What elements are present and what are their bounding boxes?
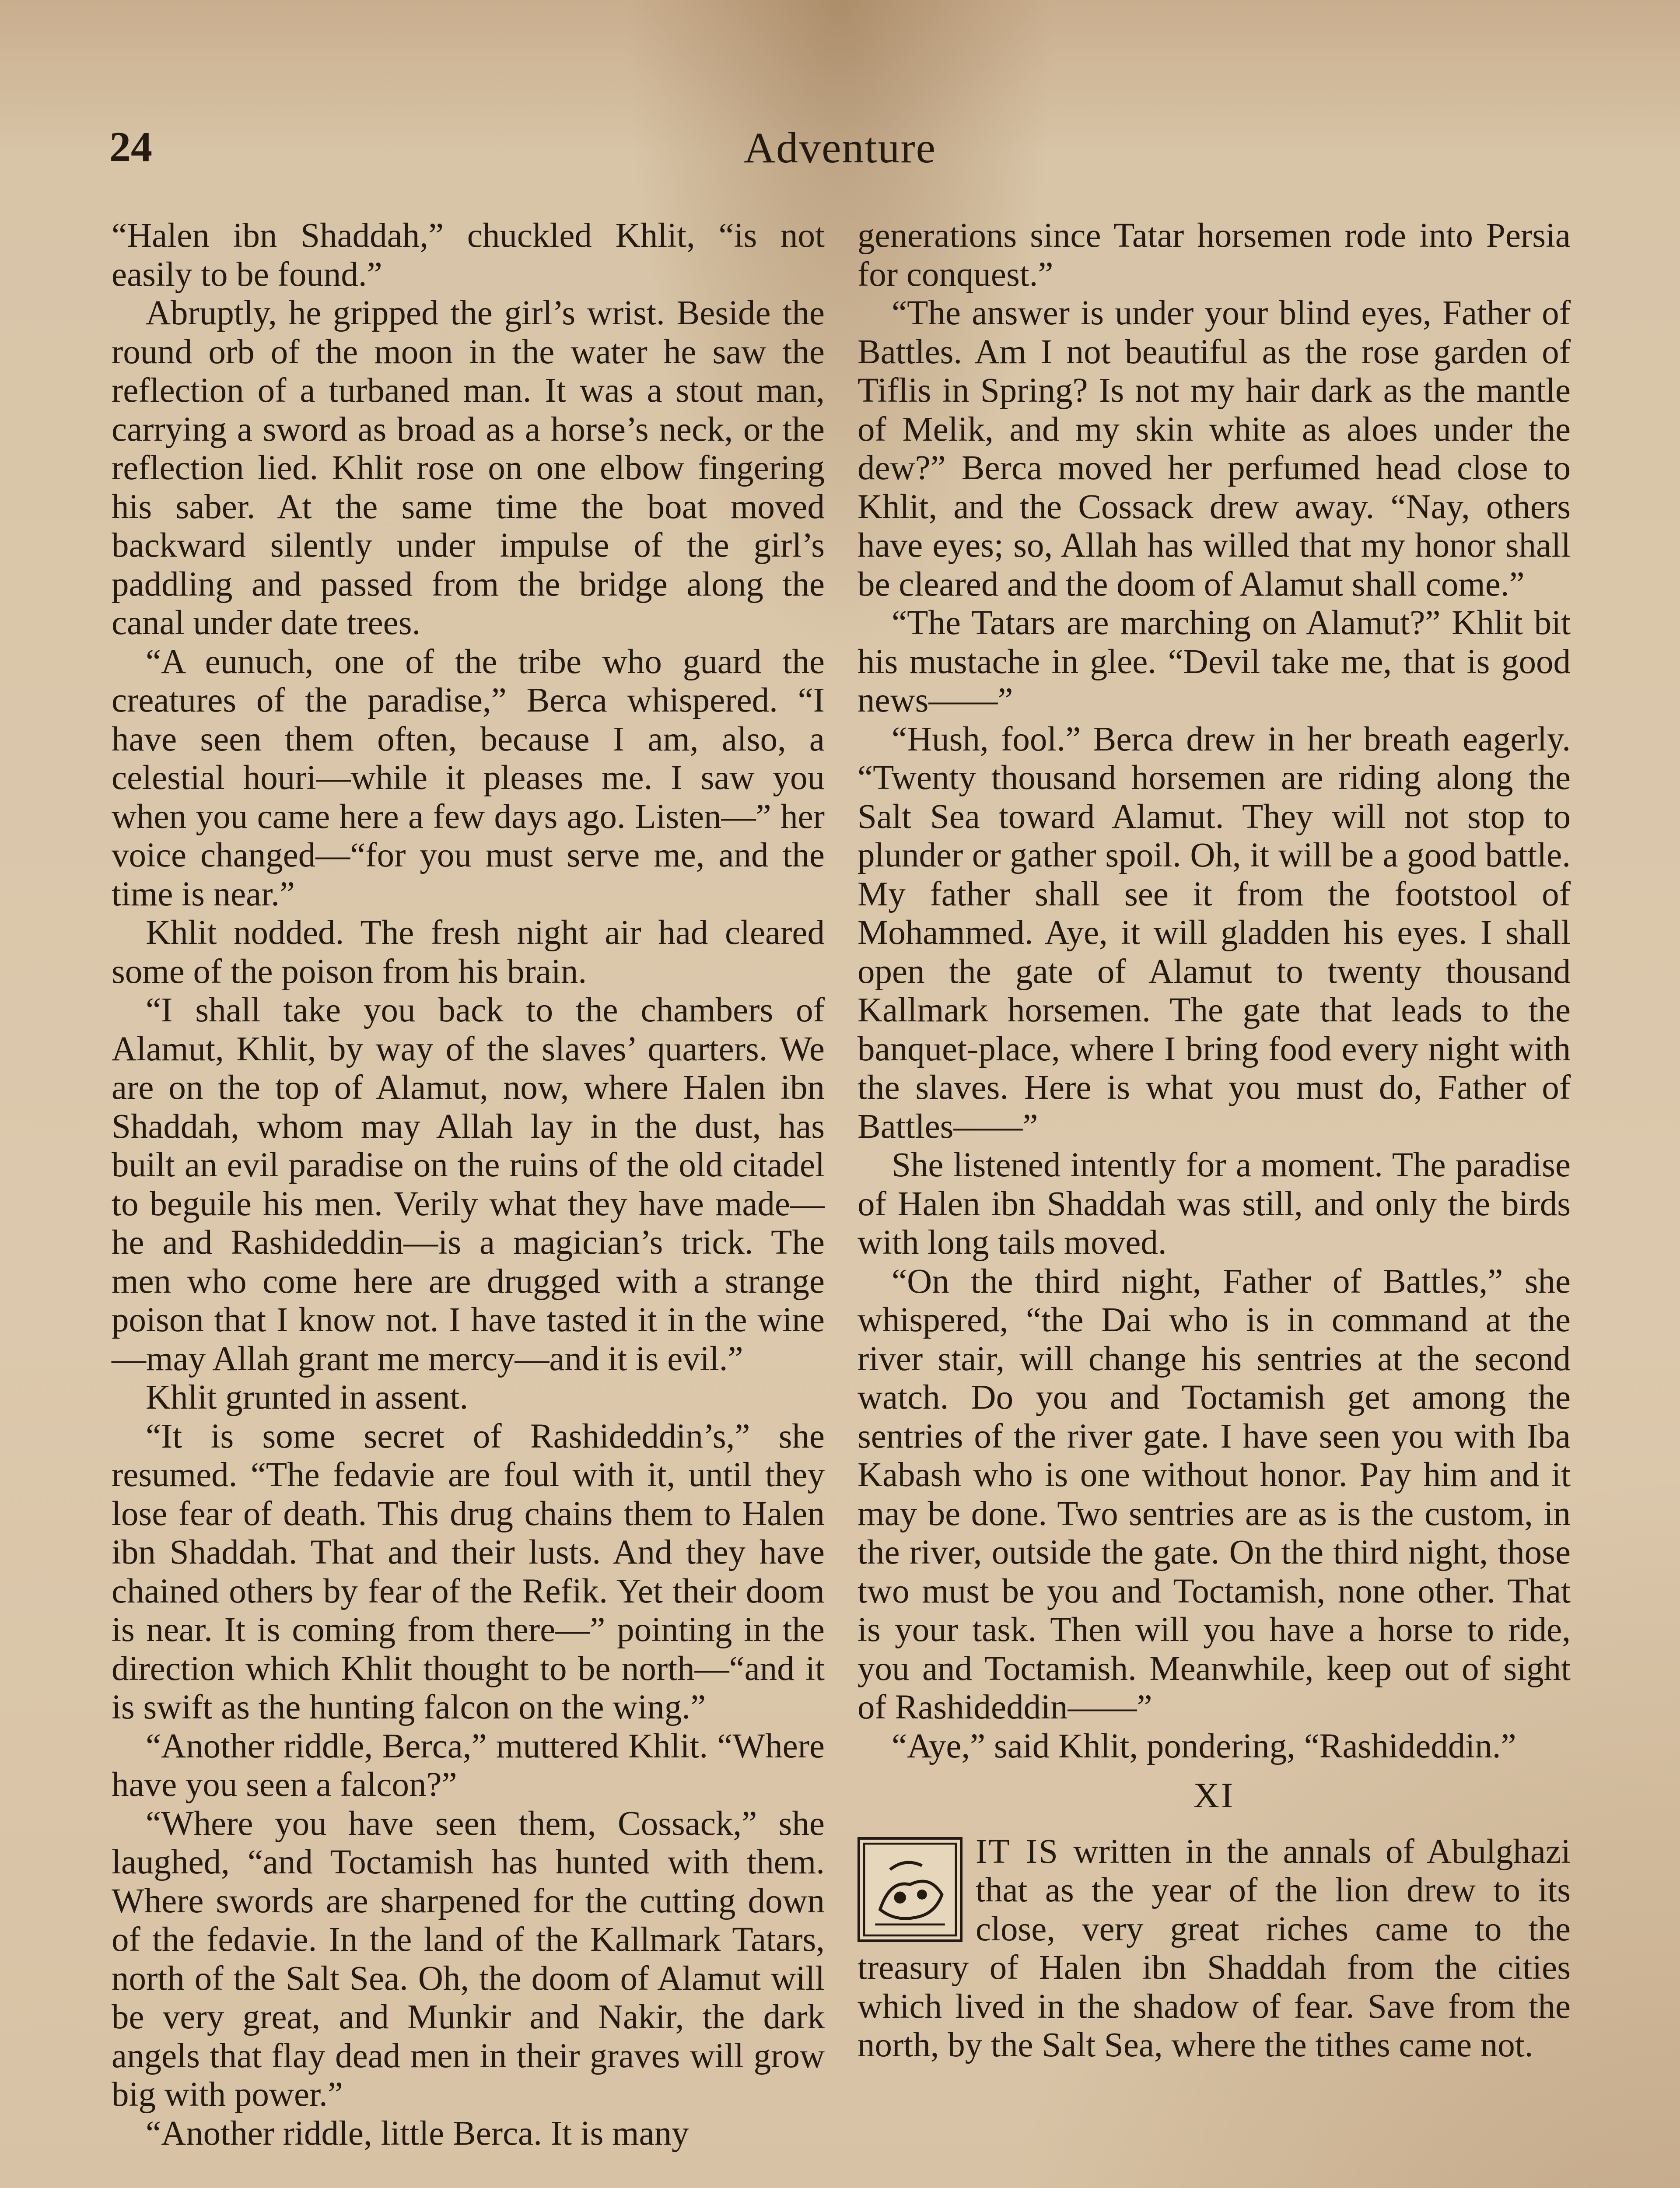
paragraph: “Hush, fool.” Berca drew in her breath eagerly. “Twenty thousand horsemen are riding along the Salt Sea toward Alamut. They will not stop to plunder or gather spoil. Oh, it will be a good battle. My father shall see it from the footstool of Mohammed. Aye, it will gladden his eyes. I shall open the gate of Alamut to twenty thousand Kallmark horsemen. The gate that leads to the banquet-place, where I bring food every night with the slaves. Here is what you must do, Father of Battles——” xyxy=(858,720,1571,1146)
paragraph: She listened intently for a moment. The paradise of Halen ibn Shaddah was still, and only the birds with long tails moved. xyxy=(858,1146,1571,1262)
paragraph: “Another riddle, Berca,” muttered Khlit. “Where have you seen a falcon?” xyxy=(112,1727,825,1804)
section-text: written in the annals of Abulghazi that as the year of the lion drew to its close, very great riches came to the treasury of Halen ibn Shaddah from the cities which lived in the shadow of fear. Save from the north, by the Salt Sea, where the tithes came not. xyxy=(858,1832,1571,2064)
paragraph: “I shall take you back to the chambers of Alamut, Khlit, by way of the slaves’ quarters. We are on the top of Alamut, now, where Halen ibn Shaddah, whom may Allah lay in the dust, has built an evil paradise on the ruins of the old citadel to beguile his men. Verily what they have made—he and Rashideddin—is a magician’s trick. The men who come here are drugged with a strange poison that I know not. I have tasted it in the wine—may Allah grant me mercy—and it is evil.” xyxy=(112,991,825,1378)
page-number: 24 xyxy=(109,123,152,171)
section-heading: XI xyxy=(1193,1775,1235,1815)
paragraph: Khlit grunted in assent. xyxy=(146,1378,469,1417)
right-column xyxy=(858,217,1571,2065)
paragraph: “Another riddle, little Berca. It is many xyxy=(146,2114,689,2153)
paragraph: “Halen ibn Shaddah,” chuckled Khlit, “is not easily to be found.” xyxy=(112,217,825,294)
paragraph: “A eunuch, one of the tribe who guard the creatures of the paradise,” Berca whispered. “I have seen them often, because I am, also, a celestial houri—while it pleases me. I saw you when you came here a few days ago. Listen—” her voice changed—“for you must serve me, and the time is near.” xyxy=(112,642,825,913)
paragraph: “The Tatars are marching on Alamut?” Khlit bit his mustache in glee. “Devil take me, that is good news——” xyxy=(858,604,1571,719)
paragraph: generations since Tatar horsemen rode into Persia for conquest.” xyxy=(858,217,1571,294)
section-opening-paragraph xyxy=(858,1833,1571,2065)
decorative-initial-icon xyxy=(858,1837,962,1942)
paragraph: Abruptly, he gripped the girl’s wrist. Beside the round orb of the moon in the water he saw the reflection of a turbaned man. It was a stout man, carrying a sword as broad as a horse’s neck, or the reflection lied. Khlit rose on one elbow fingering his saber. At the same time the boat moved backward silently under impulse of the girl’s paddling and passed from the bridge along the canal under date trees. xyxy=(112,294,825,642)
paragraph: “Where you have seen them, Cossack,” she laughed, “and Toctamish has hunted with them. Where swords are sharpened for the cutting down of the fedavie. In the land of the Kallmark Tatars, north of the Salt Sea. Oh, the doom of Alamut will be very great, and Munkir and Nakir, the dark angels that flay dead men in their graves will grow big with power.” xyxy=(112,1804,825,2114)
paragraph: “It is some secret of Rashideddin’s,” she resumed. “The fedavie are foul with it, until they lose fear of death. This drug chains them to Halen ibn Shaddah. That and their lusts. And they have chained others by fear of the Refik. Yet their doom is near. It is coming from there—” pointing in the direction which Khlit thought to be north—“and it is swift as the hunting falcon on the wing.” xyxy=(112,1417,825,1726)
paragraph: Khlit nodded. The fresh night air had cleared some of the poison from his brain. xyxy=(112,914,825,991)
running-head: Adventure xyxy=(743,123,937,172)
left-column xyxy=(112,217,825,2153)
lead-in-caps: IT IS xyxy=(976,1832,1059,1871)
paragraph: “Aye,” said Khlit, pondering, “Rashideddin.” xyxy=(892,1727,1516,1765)
paragraph: “On the third night, Father of Battles,” she whispered, “the Dai who is in command at the river stair, will change his sentries at the second watch. Do you and Toctamish get among the sentries of the river gate. I have seen you with Iba Kabash who is one without honor. Pay him and it may be done. Two sentries are as is the custom, in the river, outside the gate. On the third night, those two must be you and Toctamish, none other. That is your task. Then will you have a horse to ride, you and Toctamish. Meanwhile, keep out of sight of Rashideddin——” xyxy=(858,1262,1571,1726)
paragraph: “The answer is under your blind eyes, Father of Battles. Am I not beautiful as the rose garden of Tiflis in Spring? Is not my hair dark as the mantle of Melik, and my skin white as aloes under the dew?” Berca moved her perfumed head close to Khlit, and the Cossack drew away. “Nay, others have eyes; so, Allah has willed that my honor shall be cleared and the doom of Alamut shall come.” xyxy=(858,294,1571,603)
